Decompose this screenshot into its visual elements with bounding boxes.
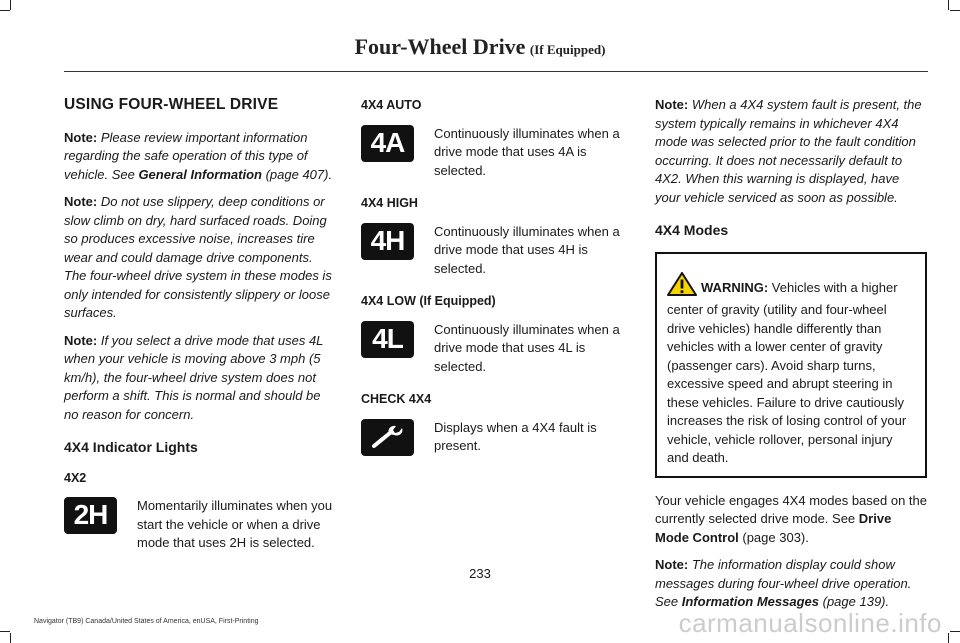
2h-indicator-icon: 2H [64,497,117,534]
indicator-description: Displays when a 4X4 fault is present. [434,419,597,453]
note: Note: Please review important information regarding the safe operation of this type of vehicle. See General Information (page 407). [64,129,333,182]
header-rule [64,71,928,72]
indicator-4l [361,321,623,377]
crop-mark [10,633,12,643]
section-heading: USING FOUR-WHEEL DRIVE [64,96,279,113]
crop-mark [948,0,950,10]
page-title-suffix: (If Equipped) [529,42,606,57]
note: Note: When a 4X4 system fault is present, the system typically remains in whichever 4X4 mode was selected prior to the fault condition occurring. It does not necessarily default to 4X2. When this warning is displayed, have your vehicle serviced as soon as possible. [655,97,922,205]
information-messages-link[interactable]: Information Messages [681,594,820,609]
page-title: Four-Wheel Drive [354,34,526,59]
indicator-label: 4X4 AUTO [361,98,422,112]
indicator-label: 4X2 [64,470,87,485]
warning-box [655,252,927,478]
crop-mark [0,631,10,633]
indicator-label: 4X4 LOW (If Equipped) [361,294,496,308]
note: Note: Do not use slippery, deep conditions or slow climb on dry, hard surfaced roads. Doing so produces excessive noise, increases tire wear and could damage drive components. The four-wheel drive system in these modes is only intended for consistently slippery or loose surfaces. [64,194,332,320]
crop-mark [950,631,960,633]
watermark: carmanualsonline.info [678,608,942,638]
warning-label: WARNING: [701,279,769,295]
indicator-description: Continuously illuminates when a drive mode that uses 4A is selected. [434,125,620,178]
warning-text: Vehicles with a higher center of gravity (utility and four-wheel drive vehicles) handle differently than vehicles with a lower center of gravity (passenger cars). Avoid sharp turns, excessive speed and abrupt steering in these vehicles. Failure to drive cautiously increases the risk of losing control of your vehicle, vehicle rollover, personal injury and death. [667,279,907,465]
4h-indicator-icon: 4H [361,223,414,260]
crop-mark [948,633,950,643]
subsection-heading: 4X4 Modes [655,222,729,238]
general-information-link[interactable]: General Information [138,166,262,182]
column-1 [64,96,336,567]
indicator-description: Continuously illuminates when a drive mode that uses 4H is selected. [434,223,620,276]
indicator-label: CHECK 4X4 [361,392,432,406]
4l-indicator-icon: 4L [361,321,414,358]
page-header [0,34,960,60]
crop-mark [10,0,12,10]
indicator-2h [64,497,336,553]
note: Note: The information display could show messages during four-wheel drive operation. See Information Messages (page 139). [655,557,912,609]
crop-mark [950,10,960,12]
footer-text: Navigator (TB9) Canada/United States of America, enUSA, First-Printing [34,618,259,625]
indicator-description: Momentarily illuminates when you start the vehicle or when a drive mode that uses 2H is selected. [137,498,333,550]
indicator-4a [361,125,623,181]
wrench-icon [361,419,414,456]
indicator-description: Continuously illuminates when a drive mode that uses 4L is selected. [434,321,620,374]
column-3 [655,96,927,621]
column-2 [361,96,623,470]
drive-mode-control-link[interactable]: Drive Mode Control [655,511,892,545]
indicator-4h [361,223,623,279]
paragraph: Your vehicle engages 4X4 modes based on the currently selected drive mode. See Drive Mode Control (page 303). [655,492,927,545]
warning-triangle-icon [667,272,697,302]
crop-mark [0,10,10,12]
indicator-check-4x4 [361,419,623,456]
subsection-heading: 4X4 Indicator Lights [64,439,198,455]
note: Note: If you select a drive mode that uses 4L when your vehicle is moving above 3 mph (5 km/h), the four-wheel drive system does not perform a shift. This is normal and should be no reason for concern. [64,332,324,422]
page-number: 233 [469,566,491,581]
4a-indicator-icon: 4A [361,125,414,162]
indicator-label: 4X4 HIGH [361,196,418,210]
